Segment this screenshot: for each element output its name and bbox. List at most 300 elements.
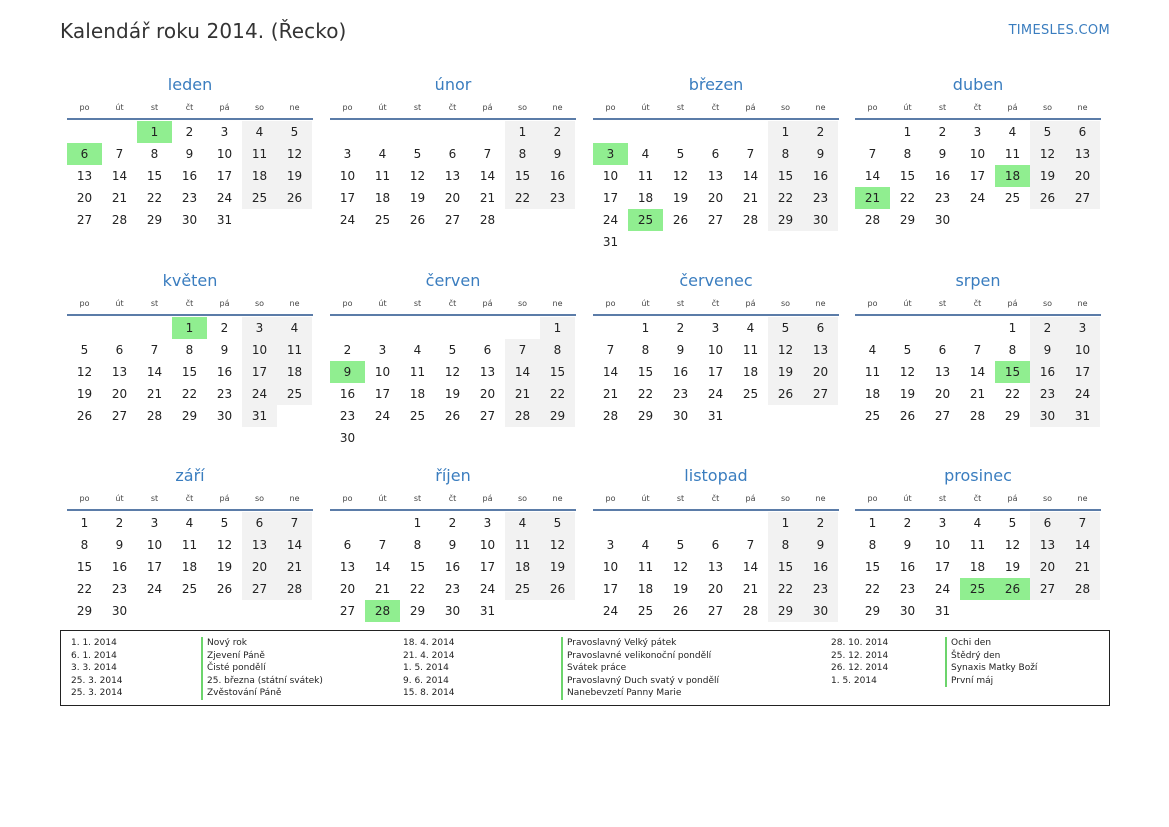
day-cell-holiday: 26 bbox=[995, 578, 1030, 600]
day-cell: 24 bbox=[602, 213, 619, 227]
day-cell: 26 bbox=[1030, 187, 1065, 209]
weekday-label: st bbox=[150, 103, 159, 112]
day-cell: 24 bbox=[146, 582, 163, 596]
day-cell: 29 bbox=[409, 604, 426, 618]
day-cell: 4 bbox=[413, 343, 422, 357]
day-cell: 10 bbox=[969, 147, 986, 161]
day-cell: 29 bbox=[637, 409, 654, 423]
day-cell: 5 bbox=[540, 512, 575, 534]
empty-cell bbox=[960, 317, 995, 339]
empty-cell bbox=[400, 317, 435, 339]
month-name: červen bbox=[425, 271, 481, 290]
day-cell: 19 bbox=[899, 387, 916, 401]
day-cell: 28 bbox=[146, 409, 163, 423]
day-cell: 14 bbox=[479, 169, 496, 183]
day-cell: 23 bbox=[899, 582, 916, 596]
day-cell: 10 bbox=[934, 538, 951, 552]
day-cell: 19 bbox=[768, 361, 803, 383]
day-cell: 15 bbox=[76, 560, 93, 574]
day-cell: 13 bbox=[803, 339, 838, 361]
day-cell: 25 bbox=[505, 578, 540, 600]
day-cell: 24 bbox=[969, 191, 986, 205]
weekday-label: pá bbox=[219, 299, 230, 308]
weekday-label: po bbox=[79, 299, 90, 308]
day-cell: 1 bbox=[868, 516, 877, 530]
day-cell: 24 bbox=[602, 604, 619, 618]
weekday-label: čt bbox=[711, 494, 720, 503]
holiday-name: Pravoslavný Duch svatý v pondělí bbox=[561, 675, 719, 688]
weekday-label: čt bbox=[185, 299, 194, 308]
day-cell: 26 bbox=[277, 187, 312, 209]
month-červenec bbox=[593, 268, 839, 427]
day-cell: 2 bbox=[343, 343, 352, 357]
day-cell: 20 bbox=[934, 387, 951, 401]
empty-cell bbox=[67, 121, 102, 143]
day-cell: 12 bbox=[1030, 143, 1065, 165]
day-cell: 21 bbox=[277, 556, 312, 578]
day-cell: 25 bbox=[637, 604, 654, 618]
holiday-date: 6. 1. 2014 bbox=[71, 650, 117, 661]
day-cell: 5 bbox=[277, 121, 312, 143]
day-cell: 22 bbox=[768, 578, 803, 600]
holiday-date: 3. 3. 2014 bbox=[71, 663, 117, 673]
day-cell: 8 bbox=[413, 538, 422, 552]
holiday-date: 1. 5. 2014 bbox=[831, 675, 877, 686]
day-cell: 13 bbox=[707, 560, 724, 574]
empty-cell bbox=[663, 121, 698, 143]
day-cell: 17 bbox=[707, 365, 724, 379]
day-cell: 16 bbox=[803, 556, 838, 578]
day-cell: 1 bbox=[505, 121, 540, 143]
day-cell: 31 bbox=[216, 213, 233, 227]
month-říjen bbox=[330, 463, 576, 622]
day-cell: 7 bbox=[746, 147, 755, 161]
day-cell: 23 bbox=[339, 409, 356, 423]
day-cell: 1 bbox=[540, 317, 575, 339]
day-cell: 6 bbox=[115, 343, 124, 357]
holiday-date: 25. 12. 2014 bbox=[831, 650, 889, 661]
day-cell: 19 bbox=[1030, 165, 1065, 187]
day-cell: 20 bbox=[803, 361, 838, 383]
holiday-date: 15. 8. 2014 bbox=[403, 688, 455, 698]
day-cell: 22 bbox=[181, 387, 198, 401]
day-cell: 8 bbox=[1008, 343, 1017, 357]
day-cell: 13 bbox=[111, 365, 128, 379]
day-cell: 21 bbox=[742, 191, 759, 205]
day-cell: 14 bbox=[1065, 534, 1100, 556]
day-cell: 13 bbox=[444, 169, 461, 183]
weekday-label: čt bbox=[448, 494, 457, 503]
month-leden bbox=[67, 72, 313, 231]
month-září bbox=[67, 463, 313, 622]
day-cell: 17 bbox=[374, 387, 391, 401]
weekday-label: pá bbox=[1007, 494, 1018, 503]
day-cell: 23 bbox=[111, 582, 128, 596]
day-cell: 26 bbox=[768, 383, 803, 405]
day-cell: 30 bbox=[899, 604, 916, 618]
day-cell: 15 bbox=[768, 165, 803, 187]
day-cell: 1 bbox=[903, 125, 912, 139]
holiday-name: Pravoslavné velikonoční pondělí bbox=[561, 650, 719, 663]
day-cell: 5 bbox=[1030, 121, 1065, 143]
day-cell: 1 bbox=[768, 121, 803, 143]
day-cell: 29 bbox=[540, 405, 575, 427]
weekday-label: ne bbox=[289, 494, 300, 503]
day-cell: 10 bbox=[374, 365, 391, 379]
day-cell: 17 bbox=[934, 560, 951, 574]
day-cell: 11 bbox=[1004, 147, 1021, 161]
day-cell-holiday: 25 bbox=[628, 209, 663, 231]
month-name: leden bbox=[167, 75, 213, 94]
day-cell: 16 bbox=[181, 169, 198, 183]
day-cell: 23 bbox=[672, 387, 689, 401]
day-cell: 20 bbox=[111, 387, 128, 401]
holiday-date: 18. 4. 2014 bbox=[403, 638, 455, 648]
day-cell: 30 bbox=[1030, 405, 1065, 427]
day-cell: 25 bbox=[409, 409, 426, 423]
day-cell: 25 bbox=[742, 387, 759, 401]
day-cell: 4 bbox=[185, 516, 194, 530]
weekday-label: st bbox=[676, 494, 685, 503]
legend-names bbox=[561, 637, 719, 700]
weekday-label: st bbox=[938, 299, 947, 308]
weekday-label: út bbox=[641, 103, 650, 112]
weekday-label: po bbox=[342, 494, 353, 503]
day-grid bbox=[67, 317, 313, 427]
weekday-label: út bbox=[641, 299, 650, 308]
weekday-label: út bbox=[115, 494, 124, 503]
weekday-label: pá bbox=[745, 299, 756, 308]
day-cell: 17 bbox=[242, 361, 277, 383]
day-cell: 31 bbox=[707, 409, 724, 423]
weekday-label: ne bbox=[815, 299, 826, 308]
empty-cell bbox=[102, 317, 137, 339]
day-cell: 20 bbox=[444, 191, 461, 205]
day-cell: 4 bbox=[242, 121, 277, 143]
day-cell: 9 bbox=[938, 147, 947, 161]
day-cell: 29 bbox=[864, 604, 881, 618]
day-cell: 8 bbox=[150, 147, 159, 161]
day-cell: 9 bbox=[185, 147, 194, 161]
day-cell: 16 bbox=[216, 365, 233, 379]
day-cell: 18 bbox=[864, 387, 881, 401]
holiday-name: Nový rok bbox=[201, 637, 323, 650]
day-cell: 28 bbox=[742, 213, 759, 227]
weekday-label: pá bbox=[745, 103, 756, 112]
day-cell: 15 bbox=[637, 365, 654, 379]
day-cell: 8 bbox=[868, 538, 877, 552]
weekday-label: so bbox=[1042, 103, 1053, 112]
day-cell: 16 bbox=[339, 387, 356, 401]
day-cell: 27 bbox=[339, 604, 356, 618]
day-cell: 19 bbox=[277, 165, 312, 187]
day-cell: 1 bbox=[768, 512, 803, 534]
day-cell: 10 bbox=[479, 538, 496, 552]
day-cell: 4 bbox=[277, 317, 312, 339]
day-cell: 29 bbox=[1004, 409, 1021, 423]
weekday-label: út bbox=[903, 494, 912, 503]
day-cell: 17 bbox=[216, 169, 233, 183]
holiday-date: 9. 6. 2014 bbox=[403, 675, 449, 686]
holiday-name: Svátek práce bbox=[561, 662, 719, 675]
day-cell: 25 bbox=[181, 582, 198, 596]
legend-dates bbox=[403, 637, 455, 700]
day-cell: 8 bbox=[540, 339, 575, 361]
weekday-label: ne bbox=[1077, 103, 1088, 112]
day-cell: 2 bbox=[803, 512, 838, 534]
weekday-label: po bbox=[79, 103, 90, 112]
day-cell: 18 bbox=[242, 165, 277, 187]
day-cell: 20 bbox=[339, 582, 356, 596]
empty-cell bbox=[593, 121, 628, 143]
empty-cell bbox=[890, 317, 925, 339]
day-cell: 6 bbox=[938, 343, 947, 357]
day-cell: 26 bbox=[899, 409, 916, 423]
day-cell: 25 bbox=[374, 213, 391, 227]
day-cell: 18 bbox=[374, 191, 391, 205]
page-title: Kalendář roku 2014. (Řecko) bbox=[60, 19, 347, 43]
weekday-label: st bbox=[938, 494, 947, 503]
weekday-label: pá bbox=[1007, 299, 1018, 308]
day-cell-holiday: 1 bbox=[137, 121, 172, 143]
day-cell: 3 bbox=[938, 516, 947, 530]
day-cell: 27 bbox=[479, 409, 496, 423]
day-cell-holiday: 9 bbox=[330, 361, 365, 383]
day-cell: 24 bbox=[242, 383, 277, 405]
day-grid bbox=[330, 512, 576, 622]
day-cell: 28 bbox=[742, 604, 759, 618]
day-cell: 18 bbox=[637, 582, 654, 596]
day-cell: 4 bbox=[1008, 125, 1017, 139]
day-cell: 3 bbox=[378, 343, 387, 357]
month-březen bbox=[593, 72, 839, 253]
weekday-label: po bbox=[605, 103, 616, 112]
day-cell: 12 bbox=[216, 538, 233, 552]
weekday-label: pá bbox=[1007, 103, 1018, 112]
day-cell-holiday: 25 bbox=[960, 578, 995, 600]
day-cell: 10 bbox=[339, 169, 356, 183]
day-cell: 17 bbox=[602, 191, 619, 205]
day-cell: 17 bbox=[339, 191, 356, 205]
day-cell: 6 bbox=[711, 538, 720, 552]
weekday-label: so bbox=[254, 299, 265, 308]
day-cell: 5 bbox=[1008, 516, 1017, 530]
day-cell: 17 bbox=[146, 560, 163, 574]
day-cell-holiday: 18 bbox=[995, 165, 1030, 187]
month-name: srpen bbox=[955, 271, 1001, 290]
day-cell: 2 bbox=[448, 516, 457, 530]
day-cell: 9 bbox=[1030, 339, 1065, 361]
legend-dates bbox=[71, 637, 123, 700]
weekday-header bbox=[855, 489, 1101, 511]
day-cell: 23 bbox=[1030, 383, 1065, 405]
day-cell: 24 bbox=[339, 213, 356, 227]
holiday-date: 25. 3. 2014 bbox=[71, 675, 123, 686]
weekday-label: so bbox=[780, 103, 791, 112]
day-cell: 11 bbox=[409, 365, 426, 379]
day-cell: 2 bbox=[938, 125, 947, 139]
day-cell: 14 bbox=[864, 169, 881, 183]
weekday-label: pá bbox=[482, 299, 493, 308]
month-únor bbox=[330, 72, 576, 231]
day-cell: 6 bbox=[711, 147, 720, 161]
day-cell: 15 bbox=[540, 361, 575, 383]
weekday-label: po bbox=[342, 103, 353, 112]
day-cell-holiday: 28 bbox=[365, 600, 400, 622]
day-cell: 28 bbox=[602, 409, 619, 423]
weekday-label: ne bbox=[552, 494, 563, 503]
day-cell: 1 bbox=[1008, 321, 1017, 335]
day-cell: 31 bbox=[1065, 405, 1100, 427]
day-cell: 4 bbox=[746, 321, 755, 335]
empty-cell bbox=[365, 512, 400, 534]
day-cell-holiday: 6 bbox=[67, 143, 102, 165]
day-cell: 31 bbox=[602, 235, 619, 249]
day-cell: 20 bbox=[242, 556, 277, 578]
month-listopad bbox=[593, 463, 839, 622]
day-cell: 28 bbox=[479, 213, 496, 227]
empty-cell bbox=[628, 121, 663, 143]
holiday-date: 25. 3. 2014 bbox=[71, 688, 123, 698]
weekday-label: st bbox=[938, 103, 947, 112]
day-cell: 21 bbox=[111, 191, 128, 205]
day-cell: 15 bbox=[768, 556, 803, 578]
weekday-label: st bbox=[150, 299, 159, 308]
day-cell: 13 bbox=[707, 169, 724, 183]
day-cell: 12 bbox=[409, 169, 426, 183]
day-cell: 4 bbox=[641, 538, 650, 552]
day-cell: 21 bbox=[602, 387, 619, 401]
day-cell: 22 bbox=[505, 187, 540, 209]
day-cell: 7 bbox=[150, 343, 159, 357]
day-cell: 18 bbox=[742, 365, 759, 379]
empty-cell bbox=[330, 317, 365, 339]
day-grid bbox=[855, 317, 1101, 427]
month-name: listopad bbox=[684, 466, 748, 485]
day-cell: 11 bbox=[242, 143, 277, 165]
month-květen bbox=[67, 268, 313, 427]
day-cell: 11 bbox=[505, 534, 540, 556]
day-cell: 24 bbox=[479, 582, 496, 596]
weekday-label: čt bbox=[711, 103, 720, 112]
holiday-legend bbox=[60, 630, 1110, 706]
day-cell: 6 bbox=[1065, 121, 1100, 143]
day-cell: 22 bbox=[899, 191, 916, 205]
day-cell: 7 bbox=[973, 343, 982, 357]
weekday-label: čt bbox=[448, 103, 457, 112]
empty-cell bbox=[102, 121, 137, 143]
weekday-header bbox=[330, 98, 576, 120]
day-cell: 8 bbox=[768, 143, 803, 165]
day-cell: 19 bbox=[672, 191, 689, 205]
day-cell: 31 bbox=[242, 405, 277, 427]
empty-cell bbox=[855, 317, 890, 339]
day-cell: 12 bbox=[768, 339, 803, 361]
day-cell: 10 bbox=[602, 169, 619, 183]
day-cell: 2 bbox=[220, 321, 229, 335]
weekday-label: so bbox=[1042, 494, 1053, 503]
day-cell: 19 bbox=[1004, 560, 1021, 574]
site-link[interactable]: TIMESLES.COM bbox=[1008, 23, 1110, 38]
month-srpen bbox=[855, 268, 1101, 427]
day-cell: 15 bbox=[409, 560, 426, 574]
day-cell: 28 bbox=[505, 405, 540, 427]
day-cell: 24 bbox=[934, 582, 951, 596]
day-cell: 3 bbox=[1065, 317, 1100, 339]
empty-cell bbox=[733, 512, 768, 534]
day-cell: 7 bbox=[505, 339, 540, 361]
weekday-label: pá bbox=[219, 103, 230, 112]
weekday-label: ne bbox=[552, 299, 563, 308]
day-cell: 24 bbox=[374, 409, 391, 423]
empty-cell bbox=[470, 121, 505, 143]
day-cell: 16 bbox=[111, 560, 128, 574]
day-cell: 24 bbox=[1065, 383, 1100, 405]
day-cell: 16 bbox=[672, 365, 689, 379]
day-cell: 19 bbox=[216, 560, 233, 574]
weekday-label: po bbox=[342, 299, 353, 308]
weekday-label: ne bbox=[289, 103, 300, 112]
holiday-name: Zvěstování Páně bbox=[201, 687, 323, 700]
day-cell: 3 bbox=[483, 516, 492, 530]
weekday-header bbox=[330, 489, 576, 511]
day-cell: 7 bbox=[483, 147, 492, 161]
day-cell: 29 bbox=[768, 600, 803, 622]
day-cell: 17 bbox=[969, 169, 986, 183]
weekday-label: čt bbox=[448, 299, 457, 308]
day-cell: 30 bbox=[216, 409, 233, 423]
weekday-label: so bbox=[254, 494, 265, 503]
day-cell: 2 bbox=[115, 516, 124, 530]
day-cell: 27 bbox=[242, 578, 277, 600]
month-červen bbox=[330, 268, 576, 449]
weekday-label: so bbox=[780, 299, 791, 308]
day-cell: 11 bbox=[864, 365, 881, 379]
day-cell: 8 bbox=[768, 534, 803, 556]
day-cell: 15 bbox=[864, 560, 881, 574]
day-grid bbox=[855, 512, 1101, 622]
day-cell: 15 bbox=[505, 165, 540, 187]
day-cell: 4 bbox=[505, 512, 540, 534]
day-cell: 13 bbox=[242, 534, 277, 556]
weekday-label: po bbox=[605, 299, 616, 308]
day-cell: 2 bbox=[903, 516, 912, 530]
day-cell: 27 bbox=[707, 213, 724, 227]
day-cell: 19 bbox=[76, 387, 93, 401]
day-cell: 21 bbox=[505, 383, 540, 405]
day-cell: 27 bbox=[1030, 578, 1065, 600]
day-cell: 16 bbox=[540, 165, 575, 187]
day-cell: 13 bbox=[934, 365, 951, 379]
day-cell: 7 bbox=[115, 147, 124, 161]
day-cell: 12 bbox=[76, 365, 93, 379]
day-cell: 9 bbox=[115, 538, 124, 552]
day-grid bbox=[330, 121, 576, 231]
day-cell: 8 bbox=[641, 343, 650, 357]
day-cell: 20 bbox=[1065, 165, 1100, 187]
weekday-label: st bbox=[150, 494, 159, 503]
day-cell: 20 bbox=[479, 387, 496, 401]
weekday-label: so bbox=[517, 299, 528, 308]
day-cell: 11 bbox=[277, 339, 312, 361]
holiday-name: Nanebevzetí Panny Marie bbox=[561, 687, 719, 700]
day-cell: 8 bbox=[80, 538, 89, 552]
weekday-header bbox=[67, 489, 313, 511]
day-cell: 21 bbox=[742, 582, 759, 596]
holiday-name: Zjevení Páně bbox=[201, 650, 323, 663]
day-cell: 13 bbox=[339, 560, 356, 574]
day-cell: 27 bbox=[803, 383, 838, 405]
